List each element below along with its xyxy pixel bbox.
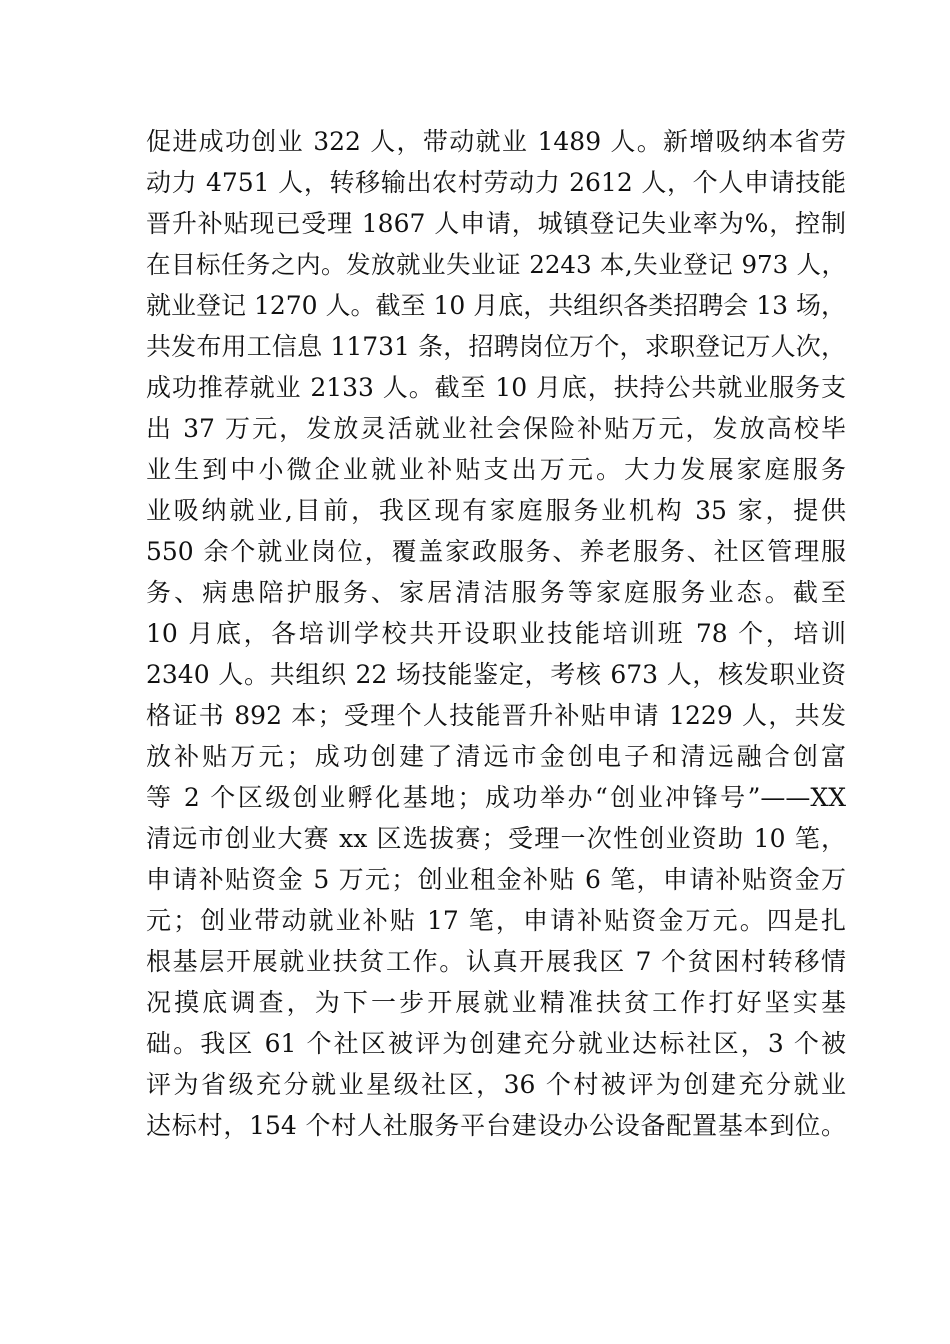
text-line: 等 2 个区级创业孵化基地；成功举办“创业冲锋号”——XX — [146, 783, 846, 812]
text-line: 评为省级充分就业星级社区，36 个村被评为创建充分就业 — [146, 1070, 846, 1099]
text-line: 根基层开展就业扶贫工作。认真开展我区 7 个贫困村转移情 — [146, 947, 846, 976]
text-line: 550 余个就业岗位，覆盖家政服务、养老服务、社区管理服 — [146, 537, 846, 566]
text-line: 在目标任务之内。发放就业失业证 2243 本,失业登记 973 人， — [146, 250, 846, 279]
text-line: 就业登记 1270 人。截至 10 月底，共组织各类招聘会 13 场， — [146, 291, 846, 320]
text-line: 业生到中小微企业就业补贴支出万元。大力发展家庭服务 — [146, 455, 846, 484]
text-line: 清远市创业大赛 xx 区选拔赛；受理一次性创业资助 10 笔， — [146, 824, 846, 853]
text-line: 10 月底，各培训学校共开设职业技能培训班 78 个，培训 — [146, 619, 846, 648]
text-line: 格证书 892 本；受理个人技能晋升补贴申请 1229 人，共发 — [146, 701, 846, 730]
text-line: 元；创业带动就业补贴 17 笔，申请补贴资金万元。四是扎 — [146, 906, 846, 935]
text-line: 促进成功创业 322 人，带动就业 1489 人。新增吸纳本省劳 — [146, 127, 846, 156]
text-line: 础。我区 61 个社区被评为创建充分就业达标社区，3 个被 — [146, 1029, 846, 1058]
text-line: 况摸底调查，为下一步开展就业精准扶贫工作打好坚实基 — [146, 988, 846, 1017]
text-line: 动力 4751 人，转移输出农村劳动力 2612 人，个人申请技能 — [146, 168, 846, 197]
text-line: 出 37 万元，发放灵活就业社会保险补贴万元，发放高校毕 — [146, 414, 846, 443]
text-line: 放补贴万元；成功创建了清远市金创电子和清远融合创富 — [146, 742, 846, 771]
text-line: 申请补贴资金 5 万元；创业租金补贴 6 笔，申请补贴资金万 — [146, 865, 846, 894]
text-line: 成功推荐就业 2133 人。截至 10 月底，扶持公共就业服务支 — [146, 373, 846, 402]
text-line: 务、病患陪护服务、家居清洁服务等家庭服务业态。截至 — [146, 578, 846, 607]
text-line: 业吸纳就业,目前，我区现有家庭服务业机构 35 家，提供 — [146, 496, 846, 525]
text-line: 共发布用工信息 11731 条，招聘岗位万个，求职登记万人次， — [146, 332, 846, 361]
text-line: 晋升补贴现已受理 1867 人申请，城镇登记失业率为%，控制 — [146, 209, 846, 238]
body-paragraph — [146, 121, 846, 1146]
text-line: 达标村，154 个村人社服务平台建设办公设备配置基本到位。 — [146, 1111, 846, 1140]
text-line: 2340 人。共组织 22 场技能鉴定，考核 673 人，核发职业资 — [146, 660, 846, 689]
